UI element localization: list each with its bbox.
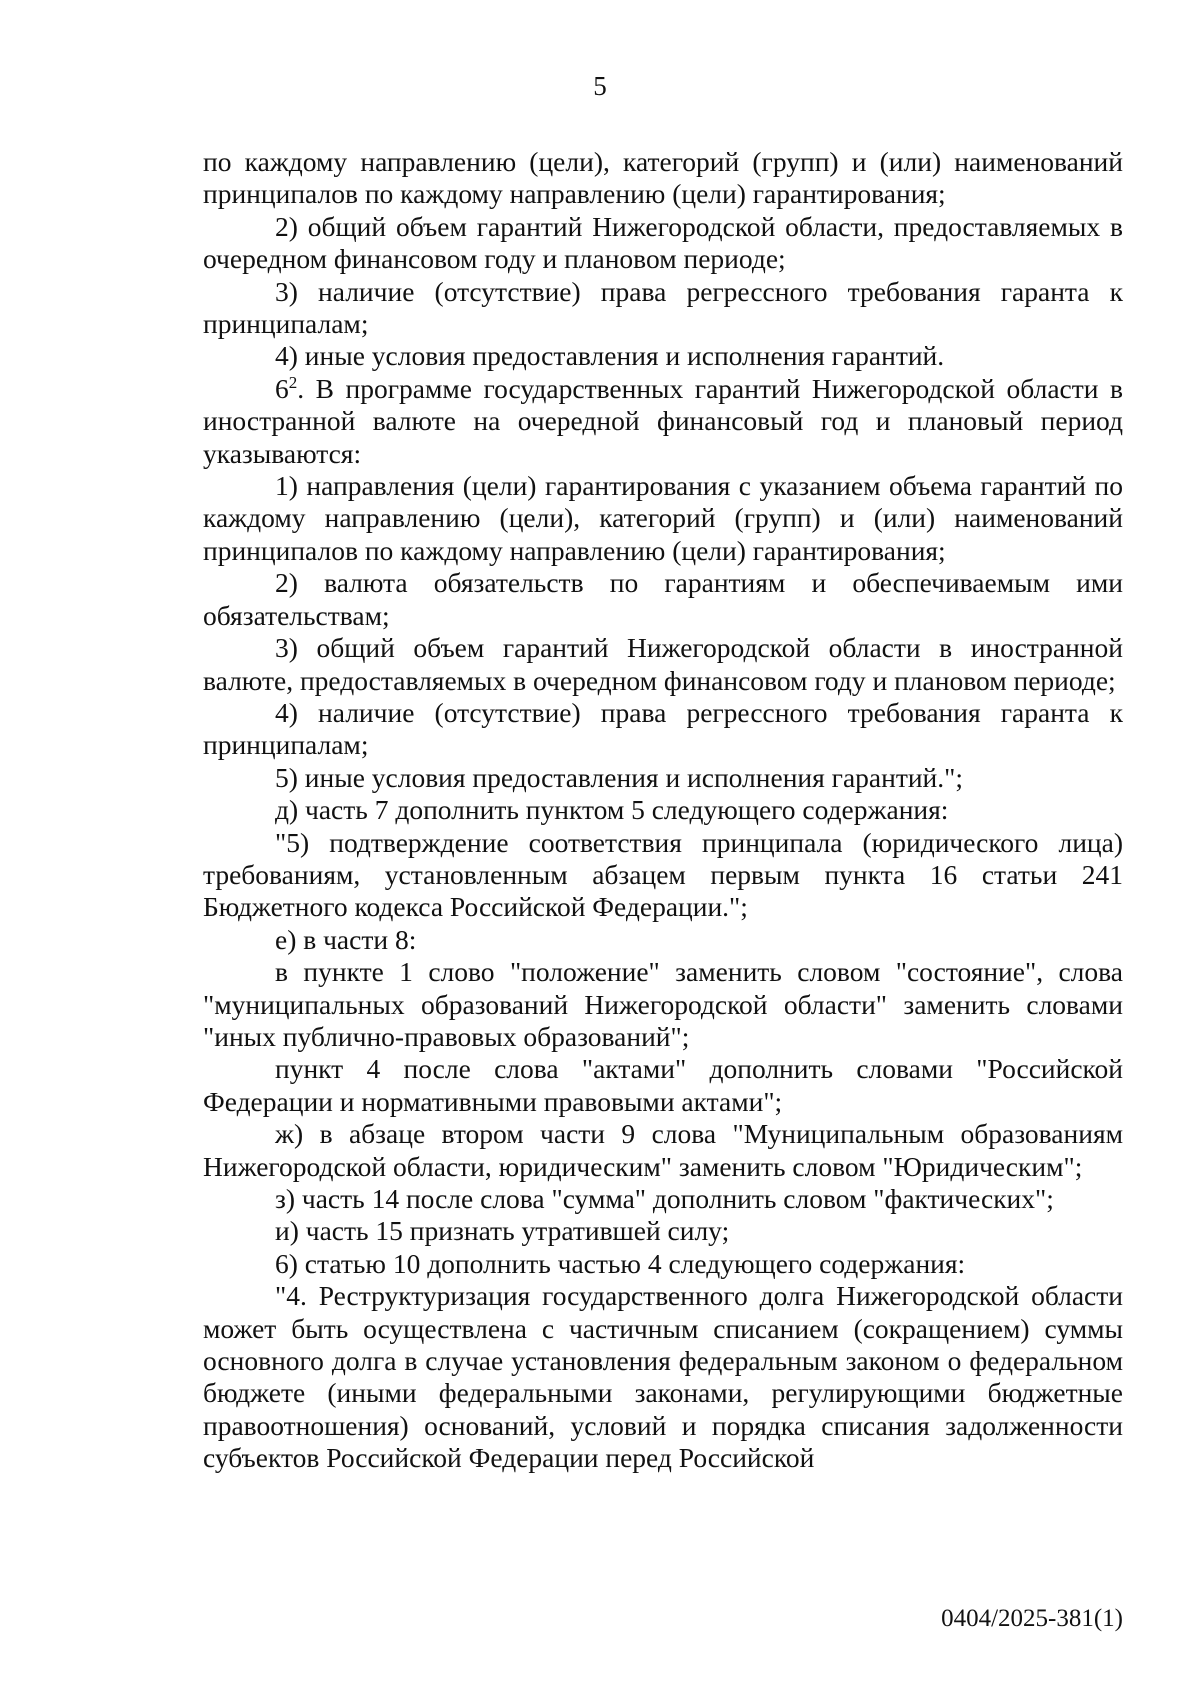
document-code: 0404/2025-381(1) [941,1605,1123,1632]
document-body [203,146,1123,1475]
paragraph: 4) иные условия предоставления и исполнения гарантий. [275,340,945,372]
paragraph [203,373,1123,470]
paragraph: д) часть 7 дополнить пунктом 5 следующего содержания: [275,794,949,826]
section-superscript: 2 [288,372,298,392]
paragraph: 5) иные условия предоставления и исполнения гарантий."; [275,761,964,793]
paragraph: 1) направления (цели) гарантирования с указанием объема гарантий по каждому направлению (цели), категорий (групп) и (или) наименований принципалов по каждому направлению (цели) гарантирования; [203,470,1123,566]
page-number: 5 [593,71,607,101]
paragraph: 4) наличие (отсутствие) права регрессного требования гаранта к принципалам; [203,696,1123,761]
paragraph: 3) общий объем гарантий Нижегородской области в иностранной валюте, предоставляемых в очередном финансовом году и плановом периоде; [203,632,1123,696]
paragraph: з) часть 14 после слова "сумма" дополнить словом "фактических"; [275,1183,1054,1214]
paragraph-text: . В программе государственных гарантий Нижегородской области в иностранной валюте на очередной финансовый год и плановый период указываются: [203,372,1123,469]
paragraph: по каждому направлению (цели), категорий (групп) и (или) наименований принципалов по каждому направлению (цели) гарантирования; [203,146,1123,210]
paragraph: 3) наличие (отсутствие) права регрессного требования гаранта к принципалам; [203,275,1123,340]
paragraph: в пункте 1 слово "положение" заменить словом "состояние", слова "муниципальных образований Нижегородской области" заменить словами "иных публично-правовых образований"; [203,956,1123,1052]
paragraph: и) часть 15 признать утратившей силу; [275,1215,730,1247]
paragraph: "5) подтверждение соответствия принципала (юридического лица) требованиям, установленным абзацем первым пункта 16 статьи 241 Бюджетного кодекса Российской Федерации."; [203,826,1123,923]
paragraph: 2) общий объем гарантий Нижегородской области, предоставляемых в очередном финансовом году и плановом периоде; [203,210,1123,275]
paragraph: ж) в абзаце втором части 9 слова "Муниципальным образованиям Нижегородской области, юридическим" заменить словом "Юридическим"; [203,1118,1123,1182]
paragraph: 2) валюта обязательств по гарантиям и обеспечиваемым ими обязательствам; [203,567,1123,631]
paragraph: е) в части 8: [275,923,417,955]
paragraph: "4. Реструктуризация государственного долга Нижегородской области может быть осуществлена с частичным списанием (сокращением) суммы основного долга в случае установления федеральным законом о федеральном бюджете (иными федеральными законами, регулирующими бюджетные правоотношения) оснований, условий и порядка списания задолженности субъектов Российской Федерации перед Российской [203,1280,1123,1474]
section-number: 6 [275,372,289,404]
paragraph: пункт 4 после слова "актами" дополнить словами "Российской Федерации и нормативными правовыми актами"; [203,1053,1123,1117]
paragraph: 6) статью 10 дополнить частью 4 следующего содержания: [275,1247,966,1279]
